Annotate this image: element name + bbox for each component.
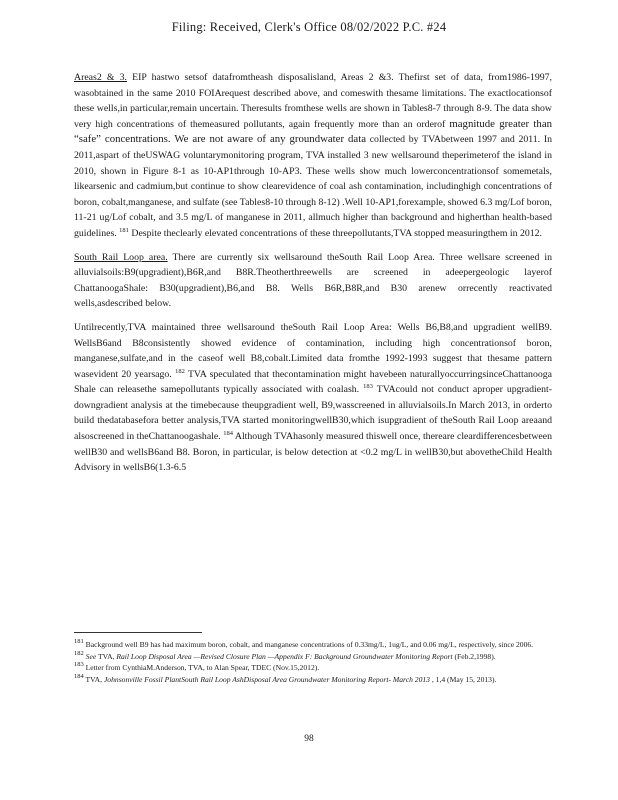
footnote-text: Background well B9 has had maximum boron, cobalt, and manganese concentrations of 0.33mg/L, 1ug/L, and 0.06 mg/L, respectively, since 2006. <box>83 640 534 649</box>
footnote-title: Rail Loop Disposal Area —Revised Closure Plan —Appendix F: Background Groundwater Monitoring Report <box>116 651 453 661</box>
paragraph-text: collected by TVAbetween 1997 and 2011. In 2011,aspart of theUSWAG voluntarymonitoring program, TVA installed 3 new wellsaround theperimeterof the island in 2010, shown in Figure 8-1 as 10-AP1through 10-AP3. These wells show much lowerconcentrationsof somemetals, likearsenic and cadmium,but continue to show clearevidence of coal ash contamination, includinghigh concentrations of boron, cobalt,manganese, and sulfate (see Tables8-10 through 8-12) .Well 10-AP1,forexample, showed 6.3 mg/Lof boron, 11-21 ug/Lof cobalt, and 3.5 mg/L of manganese in 2011, allmuch higher than background and higherthan health-based guidelines. <box>74 134 552 239</box>
paragraph-text: There are currently six wellsaround theSouth Rail Loop Area. Three wellsare screened in alluvialsoils:B9(upgradient),B6R,and B8R.Theotherthreewells are screened in adeepergeologic layerof ChattanoogaShale: B30(upgradient),B6,and B8. Wells B6R,B8R,and B30 arenew orrecently reactivated wells,asdescribed below. <box>74 251 552 310</box>
footnote-182 <box>74 651 552 663</box>
footnote-number: 182 <box>74 649 84 657</box>
section-heading-south-rail-loop: South Rail Loop area. <box>74 251 168 263</box>
paragraph-text: TVAcould not conduct aproper upgradient-downgradient analysis at the timebecause theupgradient well, B9,wasscreened in alluvialsoils.In March 2013, in orderto build thedatabasefora better analysis,TVA started monitoringwellB30,which isupgradient of theSouth Rail Loop areaand alsoscreened in theChattanoogashale. <box>74 384 553 443</box>
footnotes <box>74 639 552 685</box>
footnote-number: 183 <box>74 661 84 669</box>
paragraph-south-rail-loop <box>74 250 552 312</box>
paragraph-areas-2-3 <box>74 70 552 242</box>
footnote-184 <box>74 674 552 686</box>
paragraph-text: Although TVAhasonly measured thiswell once, thereare cleardifferencesbetween wellB30 and wellsB6and B8. Boron, in particular, is below detection at <0.2 mg/L in wellB30,but abovetheChild Health Advisory in wellsB6(1.3-6.5 <box>74 431 552 474</box>
footnote-text: (Feb.2,1998). <box>452 651 496 661</box>
footnote-ref-182: 182 <box>175 367 185 375</box>
footnote-183 <box>74 662 552 674</box>
footnote-text: Letter from CynthiaM.Anderson, TVA, to Alan Spear, TDEC (Nov.15,2012). <box>83 663 320 673</box>
footnote-ref-181: 181 <box>119 226 129 234</box>
footnote-181 <box>74 639 552 651</box>
footnote-ref-184: 184 <box>223 430 233 438</box>
footnote-number: 181 <box>74 638 84 645</box>
footnote-signal: See <box>83 651 97 661</box>
paragraph-text: Despite theclearly elevated concentrations of these threepollutants,TVA stopped measuringthem in 2012. <box>128 227 542 239</box>
filing-header: Filing: Received, Clerk's Office 08/02/2022 P.C. #24 <box>171 20 447 34</box>
paragraph-until-recently <box>74 320 552 476</box>
paragraph-text: EIP hastwo setsof datafromtheash disposalisland, Areas 2 &3. Thefirst set of data, from1986-1997, wasobtained in the same 2010 FOIArequest described above, and comeswith thesame limitations. The exactlocationsof these wells,in particular,remain uncertain. Theresults fromthese wells are shown in Tables8-7 through 8-9. The data show very high concentrations of themeasured pollutants, again frequently more than an orderof <box>74 72 552 130</box>
paragraph-text: Untilrecently,TVA maintained three wellsaround theSouth Rail Loop Area: Wells B6,B8,and upgradient wellB9. WellsB6and B8consistently showed evidence of contamination, including high concentrationsof boron, manganese,sulfate,and in the caseof well B8,cobalt.Limited data fromthe 1992-1993 suggest that thesame pattern wasevident 20 yearsago. <box>74 321 552 380</box>
page-number: 98 <box>304 734 314 744</box>
paragraph-text-emphasis: magnitude greater than “safe” concentrations. We are not aware of any groundwater data <box>74 117 553 146</box>
footnote-text: , 1,4 (May 15, 2013). <box>429 674 497 684</box>
footnote-text: TVA, <box>96 651 117 661</box>
footnote-title: Johnsonville Fossil PlantSouth Rail Loop AshDisposal Area Groundwater Monitoring Report- March 2013 <box>103 674 430 684</box>
footnote-number: 184 <box>74 672 84 680</box>
document-body <box>74 70 552 484</box>
footnote-divider <box>74 632 202 633</box>
footnote-ref-183: 183 <box>363 383 373 391</box>
footnote-text: TVA, <box>83 674 104 684</box>
section-heading-areas: Areas2 & 3. <box>74 72 128 83</box>
paragraph-text: TVA speculated that thecontamination might havebeen naturallyoccurringsinceChattanooga Shale can releasethe samepollutants typically associated with coalash. <box>74 368 552 396</box>
